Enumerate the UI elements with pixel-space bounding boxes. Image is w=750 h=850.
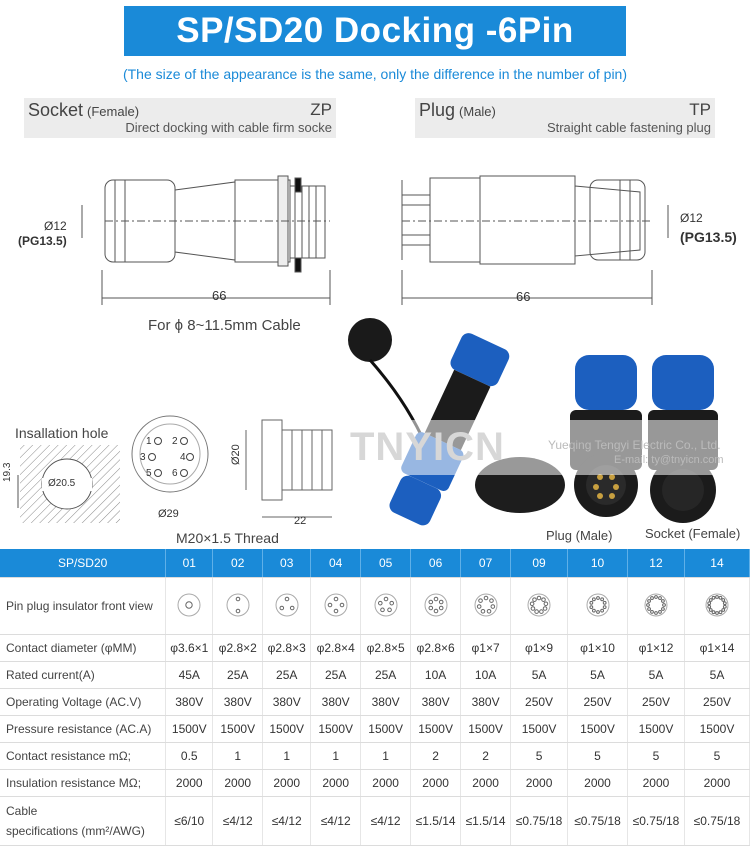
thread-spec: M20×1.5 Thread (176, 530, 279, 546)
table-cell: 25A (213, 662, 263, 689)
table-cell: ≤4/12 (311, 797, 361, 846)
pin-hole (531, 606, 535, 610)
table-header-pin: 02 (213, 549, 263, 578)
pin-hole (722, 608, 725, 611)
table-cell: ≤4/12 (263, 797, 311, 846)
table-cell: 1 (263, 743, 311, 770)
pin-hole (723, 601, 726, 604)
table-cell: ≤1.5/14 (411, 797, 461, 846)
pin-hole (535, 609, 539, 613)
table-cell: 45A (166, 662, 213, 689)
hole-height: 19.3 (2, 462, 13, 482)
page-subtitle: (The size of the appearance is the same, only the difference in the number of pin) (122, 66, 628, 82)
socket-name: Socket (Female) (28, 100, 140, 120)
table-cell: 5A (684, 662, 749, 689)
row-label: Pin plug insulator front view (0, 578, 166, 635)
table-cell: 1500V (684, 716, 749, 743)
company-watermark: Yueqing Tengyi Electric Co., Ltd. (548, 438, 721, 452)
pin-hole (663, 603, 666, 606)
table-cell: φ1×9 (511, 635, 568, 662)
pin-hole (530, 601, 534, 605)
pin-hole (477, 604, 481, 608)
pin-face-icon (568, 578, 628, 635)
plug-pg: (PG13.5) (680, 229, 737, 245)
svg-text:5: 5 (146, 468, 152, 479)
pin-hole (334, 609, 338, 613)
page-title: SP/SD20 Docking -6Pin (124, 6, 626, 56)
socket-label-box (24, 98, 336, 138)
pin-face-icon (263, 578, 311, 635)
table-cell: 2000 (684, 770, 749, 797)
flange-diameter: Ø29 (158, 508, 179, 520)
table-cell: 380V (166, 689, 213, 716)
pin-face-icon (511, 578, 568, 635)
pin-hole (648, 599, 651, 602)
pin-hole (280, 606, 284, 610)
pin-face-icon (423, 592, 449, 618)
brand-watermark: TNYICN (350, 425, 505, 469)
table-cell: 0.5 (166, 743, 213, 770)
table-cell: 1500V (311, 716, 361, 743)
cable-note: For ϕ 8~11.5mm Cable (148, 317, 301, 334)
pin-face-icon (323, 592, 349, 618)
pin-hole (285, 597, 289, 601)
table-cell: ≤0.75/18 (568, 797, 628, 846)
pin-hole (434, 609, 438, 613)
table-cell: φ2.8×5 (361, 635, 411, 662)
pin-hole (716, 611, 719, 614)
pin-face-icon (166, 578, 213, 635)
table-cell: 1500V (511, 716, 568, 743)
pin-hole (491, 604, 495, 608)
pin-face-icon (473, 592, 499, 618)
row-label-line: Cable (6, 804, 38, 818)
pin-hole (340, 603, 344, 607)
table-row (0, 662, 750, 689)
table-row (0, 689, 750, 716)
table-row (0, 797, 750, 846)
table-cell: 250V (684, 689, 749, 716)
pin-face-icon (585, 592, 611, 618)
table-cell: 380V (461, 689, 511, 716)
table-cell: ≤4/12 (361, 797, 411, 846)
pin-hole (390, 601, 394, 605)
row-label: Operating Voltage (AC.V) (0, 689, 166, 716)
pin-hole (592, 609, 595, 612)
table-cell: φ2.8×2 (213, 635, 263, 662)
table-cell: 2000 (568, 770, 628, 797)
table-cell: 2 (461, 743, 511, 770)
pin-hole (655, 595, 658, 598)
pin-hole (589, 601, 592, 604)
table-header-row (0, 549, 750, 578)
table-cell: 2000 (166, 770, 213, 797)
pin-hole (434, 597, 438, 601)
table-row (0, 770, 750, 797)
pin-hole (544, 601, 548, 605)
table-cell: 25A (311, 662, 361, 689)
table-cell: 2000 (263, 770, 311, 797)
table-cell: 5 (628, 743, 685, 770)
table-cell: 2 (411, 743, 461, 770)
table-cell: ≤1.5/14 (461, 797, 511, 846)
pin-hole (659, 596, 662, 599)
table-cell: 10A (411, 662, 461, 689)
table-cell: 1500V (213, 716, 263, 743)
table-cell: 25A (263, 662, 311, 689)
table-cell: 2000 (361, 770, 411, 797)
pin-hole (540, 609, 544, 613)
pin-hole (722, 598, 725, 601)
pin-face-icon (176, 592, 202, 618)
pin-face-icon (311, 578, 361, 635)
socket-code: ZP (310, 100, 332, 119)
svg-text:4: 4 (180, 452, 186, 463)
table-cell: φ2.8×3 (263, 635, 311, 662)
socket-length: 66 (212, 288, 227, 303)
pin-hole (589, 605, 592, 608)
row-label: Contact diameter (φMM) (0, 635, 166, 662)
pin-face-icon (411, 578, 461, 635)
table-cell: 5 (511, 743, 568, 770)
table-cell: 1 (213, 743, 263, 770)
pin-hole (542, 597, 546, 601)
pin-hole (384, 597, 388, 601)
email-watermark: E-mail: ty@tnyicn.com (614, 454, 724, 466)
table-cell: 2000 (411, 770, 461, 797)
table-cell: φ2.8×6 (411, 635, 461, 662)
row-label: Insulation resistance MΩ; (0, 770, 166, 797)
table-cell: φ1×10 (568, 635, 628, 662)
table-header-model: SP/SD20 (0, 549, 166, 578)
pin-hole (712, 596, 715, 599)
table-cell: 5A (628, 662, 685, 689)
plug-diameter: Ø12 (680, 211, 703, 225)
table-cell: 1 (311, 743, 361, 770)
pin-hole (716, 595, 719, 598)
pin-hole (387, 608, 391, 612)
table-cell: 250V (568, 689, 628, 716)
table-cell: 1500V (166, 716, 213, 743)
installation-hole-label: Insallation hole (15, 425, 109, 441)
pin-hole (648, 607, 651, 610)
table-cell: 2000 (628, 770, 685, 797)
row-label: Rated current(A) (0, 662, 166, 689)
pin-hole (659, 610, 662, 613)
table-header-pin: 09 (511, 549, 568, 578)
pin-hole (712, 610, 715, 613)
table-cell: 5 (684, 743, 749, 770)
table-cell: ≤0.75/18 (511, 797, 568, 846)
pin-hole (378, 601, 382, 605)
pin-hole (439, 606, 443, 610)
row-label: Pressure resistance (AC.A) (0, 716, 166, 743)
pin-hole (380, 608, 384, 612)
pin-hole (647, 603, 650, 606)
table-cell: 2000 (311, 770, 361, 797)
table-cell: 5A (568, 662, 628, 689)
table-header-pin: 05 (361, 549, 411, 578)
pin-hole (429, 600, 433, 604)
pin-hole (186, 601, 192, 607)
pin-face-icon (213, 578, 263, 635)
pin-face-icon (361, 578, 411, 635)
plug-code: TP (689, 100, 711, 119)
plug-name: Plug (Male) (419, 100, 496, 120)
table-header-pin: 03 (263, 549, 311, 578)
plug-photo-label: Plug (Male) (546, 528, 613, 543)
pin-hole (603, 605, 606, 608)
pin-hole (708, 601, 711, 604)
table-cell: 1500V (263, 716, 311, 743)
table-cell: 380V (411, 689, 461, 716)
table-cell: 250V (628, 689, 685, 716)
pin-face-icon (461, 578, 511, 635)
thread-length: 22 (294, 515, 307, 527)
table-cell: 380V (361, 689, 411, 716)
plug-dimension-drawing (390, 150, 730, 315)
pin-hole (600, 597, 603, 600)
pin-hole (596, 610, 599, 613)
table-cell: 5A (511, 662, 568, 689)
plug-length: 66 (516, 289, 531, 304)
table-row (0, 743, 750, 770)
pin-hole (655, 611, 658, 614)
table-cell: 1500V (568, 716, 628, 743)
table-cell: 25A (361, 662, 411, 689)
table-row (0, 716, 750, 743)
pin-face-icon (684, 578, 749, 635)
row-label: Contact resistance mΩ; (0, 743, 166, 770)
table-cell: ≤6/10 (166, 797, 213, 846)
svg-text:1: 1 (146, 436, 152, 447)
pin-face-icon (274, 592, 300, 618)
pin-hole (708, 605, 711, 608)
pin-hole (662, 607, 665, 610)
table-header-pin: 12 (628, 549, 685, 578)
pin-hole (489, 598, 493, 602)
table-cell: 2000 (511, 770, 568, 797)
pin-face-icon (628, 578, 685, 635)
table-row (0, 578, 750, 635)
table-cell: φ1×12 (628, 635, 685, 662)
plug-description: Straight cable fastening plug (546, 120, 711, 135)
pin-face-icon (704, 592, 730, 618)
pin-hole (429, 606, 433, 610)
pin-hole (709, 598, 712, 601)
table-header-pin: 06 (411, 549, 461, 578)
table-cell: 250V (511, 689, 568, 716)
pin-hole (600, 609, 603, 612)
pin-hole (537, 596, 541, 600)
pin-hole (439, 600, 443, 604)
table-cell: φ1×7 (461, 635, 511, 662)
table-cell: 2000 (213, 770, 263, 797)
table-cell: 1500V (411, 716, 461, 743)
table-cell: 1500V (628, 716, 685, 743)
pin-hole (533, 597, 537, 601)
svg-text:3: 3 (140, 452, 146, 463)
pin-hole (651, 610, 654, 613)
table-header-pin: 04 (311, 549, 361, 578)
pin-hole (236, 609, 240, 613)
pin-hole (236, 597, 240, 601)
pin-face-icon (526, 592, 552, 618)
table-cell: 5 (568, 743, 628, 770)
row-label (0, 797, 166, 846)
table-header-pin: 14 (684, 549, 749, 578)
table-cell: ≤0.75/18 (684, 797, 749, 846)
pin-face-icon (643, 592, 669, 618)
pin-hole (719, 596, 722, 599)
pin-hole (709, 608, 712, 611)
pin-hole (334, 597, 338, 601)
hole-diameter: Ø20.5 (48, 478, 76, 489)
table-header-pin: 01 (166, 549, 213, 578)
pin-face-icon (225, 592, 251, 618)
socket-pg: (PG13.5) (18, 234, 67, 248)
pin-hole (596, 596, 599, 599)
pin-hole (543, 606, 547, 610)
pin-face-icon (373, 592, 399, 618)
socket-photo-label: Socket (Female) (645, 526, 741, 541)
pin-hole (478, 598, 482, 602)
pin-hole (723, 605, 726, 608)
table-cell: ≤0.75/18 (628, 797, 685, 846)
row-label-line: specifications (mm²/AWG) (6, 824, 145, 838)
pin-hole (290, 606, 294, 610)
pin-hole (328, 603, 332, 607)
table-header-pin: 07 (461, 549, 511, 578)
table-header-pin: 10 (568, 549, 628, 578)
pin-hole (487, 609, 491, 613)
table-cell: 1500V (461, 716, 511, 743)
plug-label-box (415, 98, 715, 138)
table-cell: 2000 (461, 770, 511, 797)
spec-table (0, 549, 750, 846)
table-cell: 380V (213, 689, 263, 716)
pin-hole (603, 601, 606, 604)
socket-description: Direct docking with cable firm socke (125, 120, 332, 135)
pin-hole (662, 599, 665, 602)
table-cell: 1500V (361, 716, 411, 743)
pin-hole (651, 596, 654, 599)
table-cell: 380V (263, 689, 311, 716)
table-cell: 10A (461, 662, 511, 689)
socket-diameter: Ø12 (44, 219, 67, 233)
table-cell: 1 (361, 743, 411, 770)
thread-diameter: Ø20 (230, 444, 242, 465)
svg-text:6: 6 (172, 468, 178, 479)
table-cell: φ3.6×1 (166, 635, 213, 662)
panel-side-view (232, 415, 347, 530)
table-cell: φ1×14 (684, 635, 749, 662)
pin-face-drawing (128, 412, 213, 497)
pin-hole (592, 597, 595, 600)
table-cell: ≤4/12 (213, 797, 263, 846)
svg-text:2: 2 (172, 436, 178, 447)
table-cell: φ2.8×4 (311, 635, 361, 662)
pin-hole (481, 609, 485, 613)
pin-hole (719, 610, 722, 613)
table-cell: 380V (311, 689, 361, 716)
pin-hole (484, 596, 488, 600)
table-row (0, 635, 750, 662)
